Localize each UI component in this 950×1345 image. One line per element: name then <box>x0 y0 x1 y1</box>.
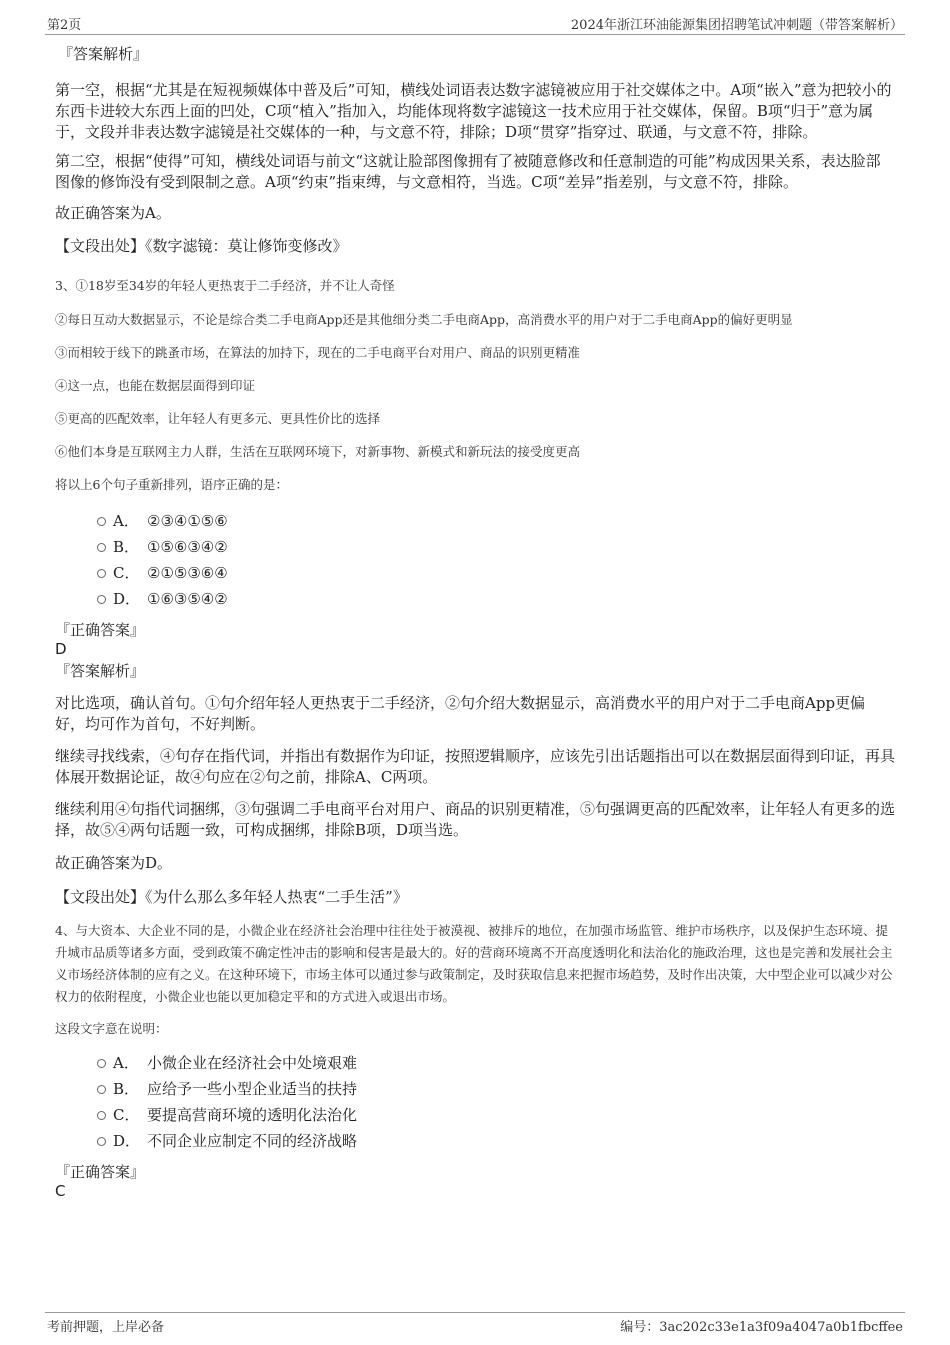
question-sentence: ⑤更高的匹配效率，让年轻人有更多元、更具性价比的选择 <box>55 411 381 426</box>
question-sentence: ④这一点，也能在数据层面得到印证 <box>55 378 256 393</box>
analysis-paragraph: 继续利用④句指代词捆绑，③句强调二手电商平台对用户、商品的识别更精准，⑤句强调更高的匹配效率，让年轻人有更多的选择，故⑤④两句话题一致，可构成捆绑，排除B项，D项当选。 <box>55 800 896 839</box>
option-b[interactable]: B． ①⑤⑥③④② <box>55 534 895 560</box>
correct-answer: D <box>55 640 67 658</box>
radio-button-icon[interactable] <box>97 517 106 526</box>
question-sentence: ③而相较于线下的跳蚤市场，在算法的加持下，现在的二手电商平台对用户、商品的识别更精准 <box>55 345 581 360</box>
question-sentence: ②每日互动大数据显示，不论是综合类二手电商App还是其他细分类二手电商App，高消费水平的用户对于二手电商App的偏好更明显 <box>55 312 793 327</box>
correct-answer: C <box>55 1182 66 1200</box>
correct-answer-label: 『正确答案』 <box>55 621 146 639</box>
option-d[interactable]: D． ①⑥③⑤④② <box>55 586 895 612</box>
source-citation: 【文段出处】《数字滤镜：莫让修饰变修改》 <box>55 237 348 255</box>
radio-button-icon[interactable] <box>97 1137 106 1146</box>
option-b[interactable]: B． 应给予一些小型企业适当的扶持 <box>55 1076 895 1102</box>
footer-slogan: 考前押题，上岸必备 <box>47 1320 165 1335</box>
question-prompt: 这段文字意在说明： <box>55 1021 168 1036</box>
question-sentence: ⑥他们本身是互联网主力人群，生活在互联网环境下，对新事物、新模式和新玩法的接受度更高 <box>55 444 581 459</box>
option-a[interactable]: A． 小微企业在经济社会中处境艰难 <box>55 1050 895 1076</box>
correct-answer-label: 『正确答案』 <box>55 1163 146 1181</box>
analysis-conclusion: 故正确答案为D。 <box>55 854 173 872</box>
page-header <box>45 12 905 35</box>
options-list <box>55 508 895 612</box>
analysis-paragraph: 第一空，根据“尤其是在短视频媒体中普及后”可知，横线处词语表达数字滤镜被应用于社交媒体之中。A项“嵌入”意为把较小的东西卡进较大东西上面的凹处，C项“植入”指加入，均能体现将数字滤镜这一技术应用于社交媒体，保留。B项“归于”意为属于，文段并非表达数字滤镜是社交媒体的一种，与文意不符，排除；D项“贯穿”指穿过、联通，与文意不符，排除。 <box>55 81 892 141</box>
analysis-label: 『答案解析』 <box>55 662 146 680</box>
radio-button-icon[interactable] <box>97 595 106 604</box>
option-c[interactable]: C． 要提高营商环境的透明化法治化 <box>55 1102 895 1128</box>
radio-button-icon[interactable] <box>97 543 106 552</box>
option-a[interactable]: A． ②③④①⑤⑥ <box>55 508 895 534</box>
question-sentence: 3、①18岁至34岁的年轻人更热衷于二手经济，并不让人奇怪 <box>55 278 395 293</box>
option-c[interactable]: C． ②①⑤③⑥④ <box>55 560 895 586</box>
options-list <box>55 1050 895 1154</box>
question-stem: 4、与大资本、大企业不同的是，小微企业在经济社会治理中往往处于被漠视、被排斥的地位，在加强市场监管、维护市场秩序，以及保护生态环境、提升城市品质等诸多方面，受到政策不确定性冲击的影响和侵害是最大的。好的营商环境离不开高度透明化和法治化的施政治理，这也是完善和发展社会主义市场经济体制的应有之义。在这种环境下，市场主体可以通过参与政策制定，及时获取信息来把握市场趋势，及时作出决策，大中型企业可以减少对公权力的依附程度，小微企业也能以更加稳定平和的方式进入或退出市场。 <box>55 923 893 1004</box>
page-footer <box>45 1312 905 1335</box>
page-content <box>55 44 895 1200</box>
radio-button-icon[interactable] <box>97 1085 106 1094</box>
option-d[interactable]: D． 不同企业应制定不同的经济战略 <box>55 1128 895 1154</box>
document-code: 编号：3ac202c33e1a3f09a4047a0b1fbcffee <box>620 1320 903 1335</box>
source-citation: 【文段出处】《为什么那么多年轻人热衷“二手生活”》 <box>55 888 408 906</box>
document-title: 2024年浙江环油能源集团招聘笔试冲刺题（带答案解析） <box>570 18 903 33</box>
question-prompt: 将以上6个句子重新排列，语序正确的是： <box>55 477 288 492</box>
radio-button-icon[interactable] <box>97 1059 106 1068</box>
analysis-conclusion: 故正确答案为A。 <box>55 204 171 222</box>
analysis-label: 『答案解析』 <box>58 45 149 63</box>
page-number: 第2页 <box>47 18 82 33</box>
analysis-paragraph: 继续寻找线索，④句存在指代词，并指出有数据作为印证，按照逻辑顺序，应该先引出话题指出可以在数据层面得到印证，再具体展开数据论证，故④句应在②句之前，排除A、C两项。 <box>55 747 896 786</box>
radio-button-icon[interactable] <box>97 1111 106 1120</box>
analysis-paragraph: 对比选项，确认首句。①句介绍年轻人更热衷于二手经济，②句介绍大数据显示，高消费水平的用户对于二手电商App更偏好，均可作为首句，不好判断。 <box>55 694 866 733</box>
radio-button-icon[interactable] <box>97 569 106 578</box>
analysis-paragraph: 第二空，根据“使得”可知，横线处词语与前文“这就让脸部图像拥有了被随意修改和任意制造的可能”构成因果关系，表达脸部图像的修饰没有受到限制之意。A项“约束”指束缚，与文意相符，当选。C项“差异”指差别，与文意不符，排除。 <box>55 152 881 191</box>
